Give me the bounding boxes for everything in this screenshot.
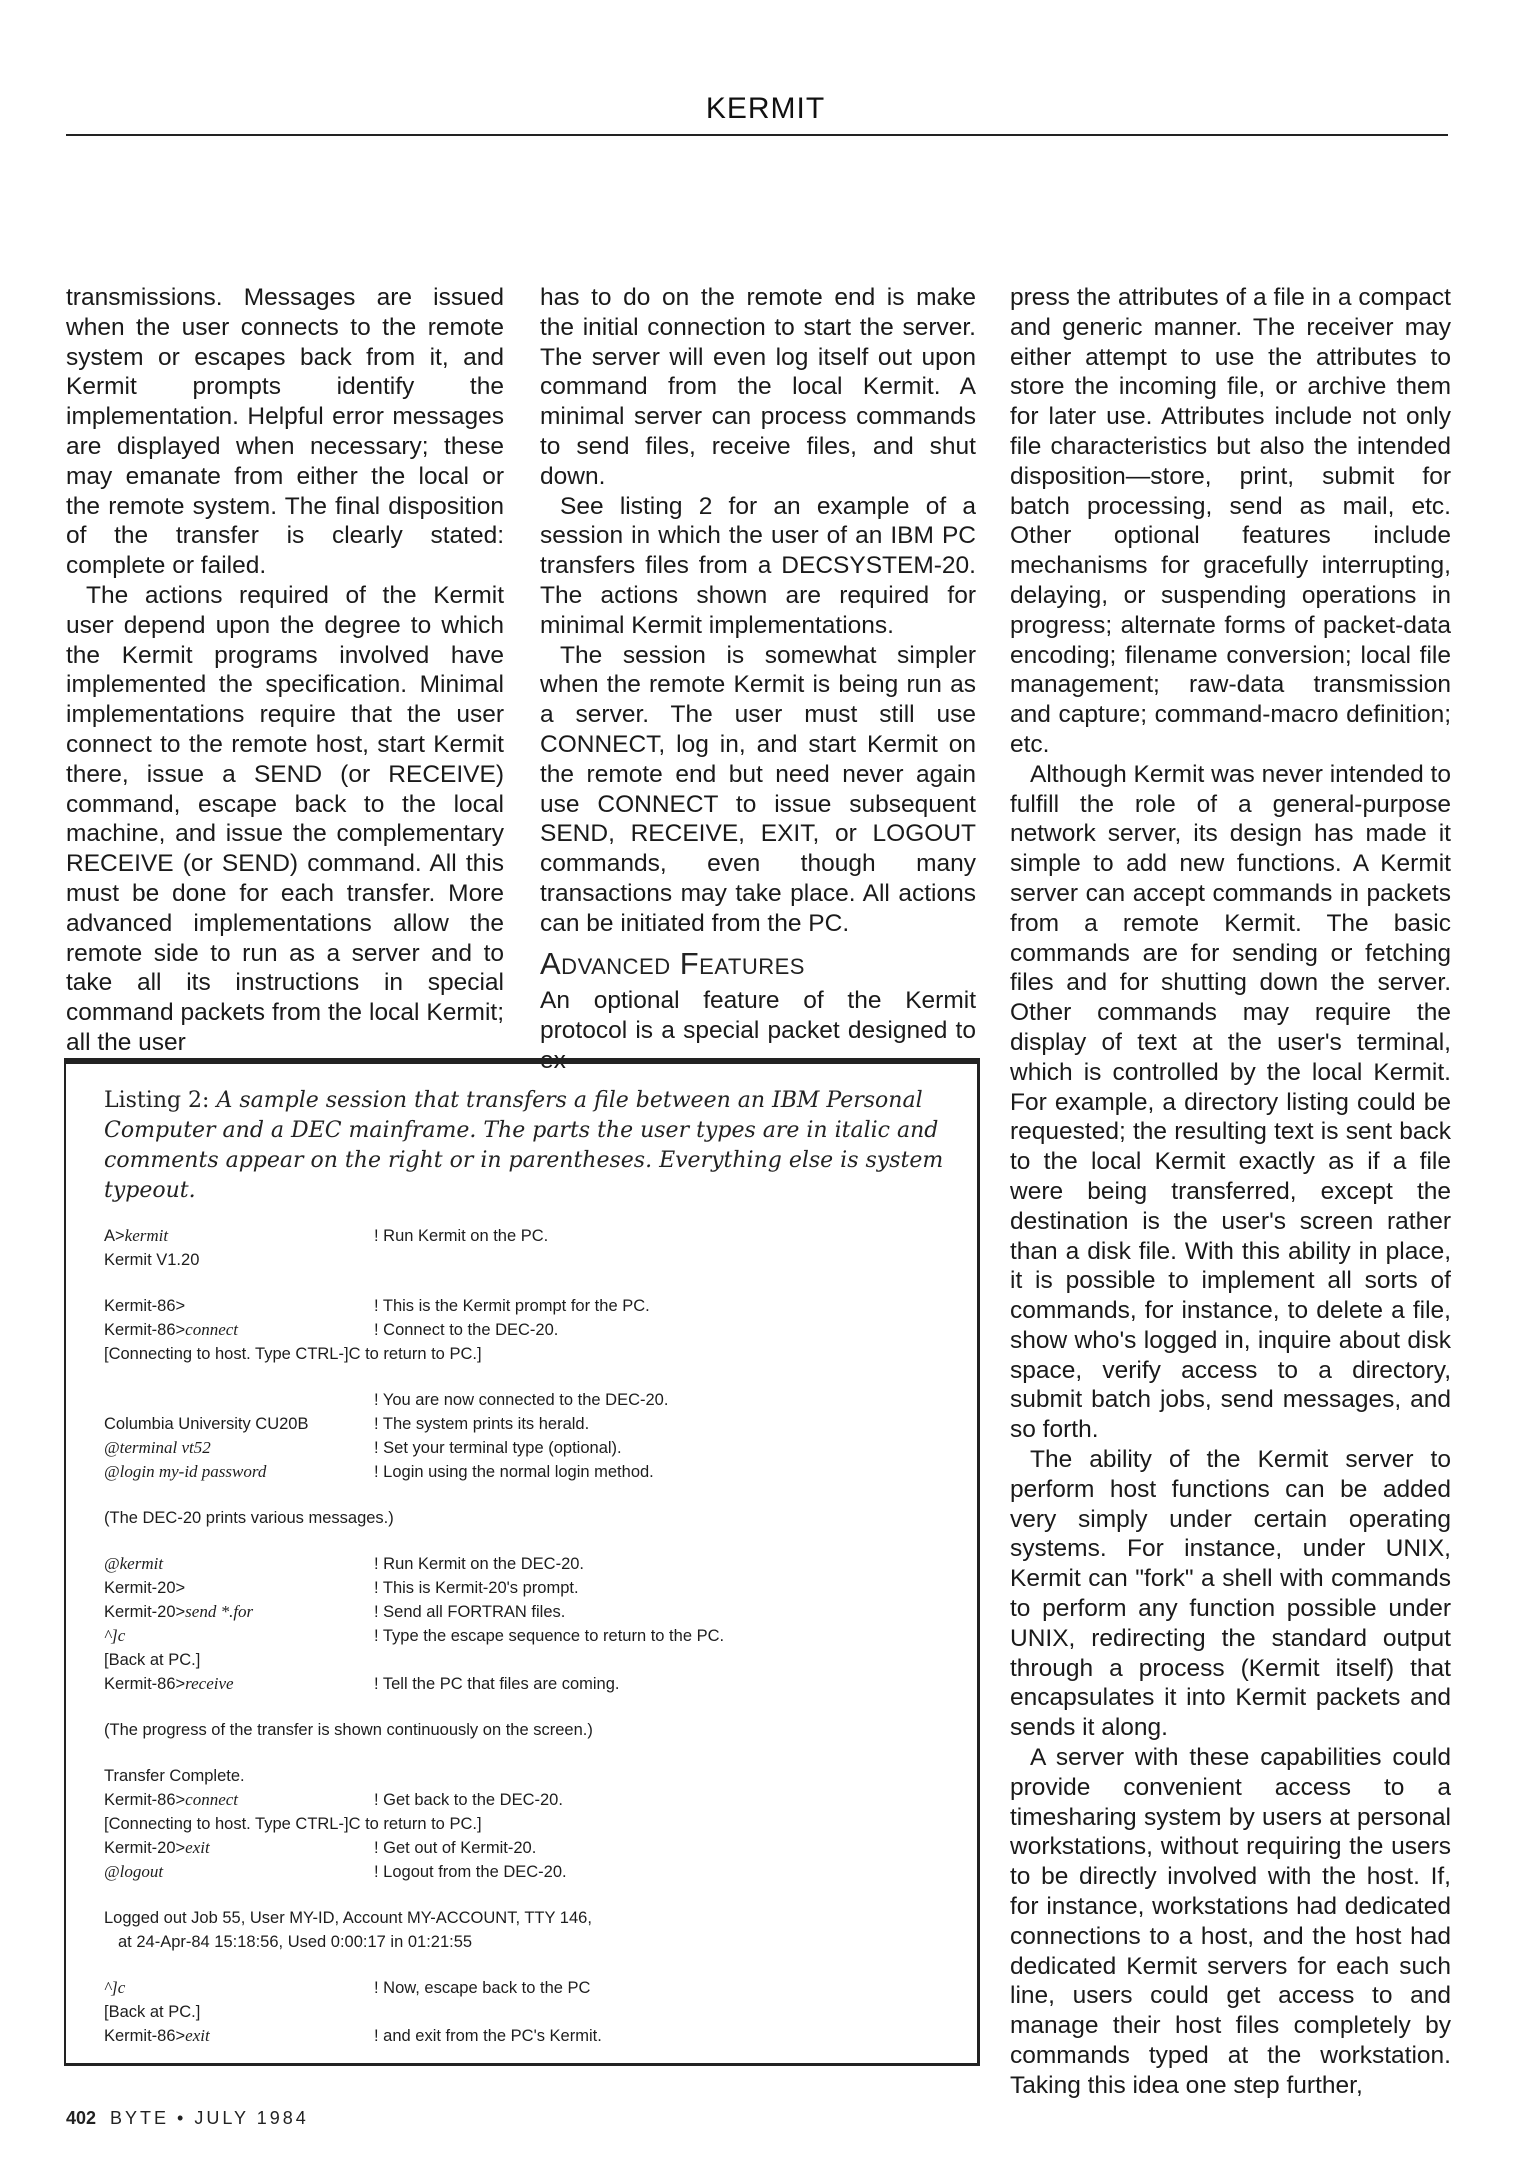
- listing-user-input: connect: [185, 1320, 239, 1339]
- listing-caption-label: Listing 2:: [104, 1088, 210, 1113]
- listing-prompt: Kermit-86>: [104, 1297, 186, 1315]
- listing-line: [104, 1388, 953, 1412]
- col2-paragraph: has to do on the remote end is make the initial connection to start the server. The server will even log itself out upon command from the local Kermit. A minimal server can process commands to send files, receive files, and shut down.: [540, 284, 976, 490]
- listing-comment: ! This is Kermit-20's prompt.: [374, 1579, 579, 1597]
- page-footer: [66, 2108, 309, 2129]
- listing-user-input: receive: [185, 1674, 234, 1693]
- listing-comment: ! Connect to the DEC-20.: [374, 1321, 559, 1339]
- listing-line: [104, 1460, 953, 1484]
- listing-line: [104, 1224, 953, 1248]
- listing-output: Kermit-20>: [104, 1579, 186, 1597]
- running-header: KERMIT: [705, 92, 826, 125]
- listing-user-input: kermit: [124, 1226, 169, 1245]
- listing-output: Columbia University CU20B: [104, 1415, 309, 1433]
- listing-output: [Back at PC.]: [104, 2003, 201, 2021]
- listing-line: [104, 2000, 953, 2024]
- col2-paragraph: See listing 2 for an example of a session in which the user of an IBM PC transfers files from a DECSYSTEM-20. The actions shown are required for minimal Kermit implementations.: [540, 492, 976, 639]
- listing-line: [104, 1436, 953, 1460]
- listing-comment: ! Set your terminal type (optional).: [374, 1439, 622, 1457]
- listing-comment: ! Get out of Kermit-20.: [374, 1839, 537, 1857]
- listing-line: [104, 1318, 953, 1342]
- listing-comment: ! You are now connected to the DEC-20.: [374, 1391, 669, 1409]
- listing-line: [104, 1600, 953, 1624]
- col3-paragraph: A server with these capabilities could provide convenient access to a timesharing system by users at personal workstations, without requiring the users to be directly involved with the host. If, for instance, workstations had dedicated connections to a host, and the host had dedicated Kermit servers for each such line, users could get access to and manage their host files completely by commands typed at the workstation. Taking this idea one step further,: [1010, 1744, 1451, 2099]
- listing-comment: ! Run Kermit on the PC.: [374, 1227, 549, 1245]
- col3-paragraph: The ability of the Kermit server to perform host functions can be added very simply under certain operating systems. For instance, under UNIX, Kermit can "fork" a shell with commands to perform any function possible under UNIX, redirecting the standard output through a process (Kermit itself) that encapsulates it into Kermit packets and sends it along.: [1010, 1446, 1451, 1742]
- listing-user-input: @kermit: [104, 1554, 164, 1573]
- listing-caption-body: A sample session that transfers a file between an IBM Personal Computer and a DEC mainframe. The parts the user types are in italic and comments appear on the right or in parentheses. Everything else is system typeout.: [104, 1088, 944, 1203]
- col1-paragraph: The actions required of the Kermit user depend upon the degree to which the Kermit programs involved have implemented the specification. Minimal implementations require that the user connect to the remote host, start Kermit there, issue a SEND (or RECEIVE) command, escape back to the local machine, and issue the complementary RECEIVE (or SEND) command. All this must be done for each transfer. More advanced implementations allow the remote side to run as a server and to take all its instructions in special command packets from the local Kermit; all the user: [66, 581, 504, 1056]
- listing-prompt: Kermit-86>: [104, 1675, 186, 1693]
- listing-2-box: [64, 1058, 980, 2066]
- listing-prompt: Kermit-86>: [104, 1321, 186, 1339]
- column-1: [66, 283, 504, 1058]
- listing-comment: ! Get back to the DEC-20.: [374, 1791, 563, 1809]
- listing-line: [104, 1860, 953, 1884]
- listing-comment: ! Tell the PC that files are coming.: [374, 1675, 620, 1693]
- listing-line: [104, 1976, 953, 2000]
- listing-line: [104, 1672, 953, 1696]
- listing-line: [104, 1836, 953, 1860]
- listing-user-input: ^]c: [104, 1626, 126, 1645]
- listing-comment: ! Send all FORTRAN files.: [374, 1603, 566, 1621]
- listing-comment: ! Run Kermit on the DEC-20.: [374, 1555, 585, 1573]
- column-3: [1010, 283, 1451, 2101]
- listing-line: [104, 1294, 953, 1318]
- listing-prompt: Kermit-86>: [104, 2027, 186, 2045]
- listing-line: [104, 1576, 953, 1600]
- listing-output: (The DEC-20 prints various messages.): [104, 1509, 394, 1527]
- listing-line: [104, 1552, 953, 1576]
- listing-user-input: send *.for: [185, 1602, 254, 1621]
- listing-user-input: exit: [185, 1838, 210, 1857]
- listing-prompt: Kermit-86>: [104, 1791, 186, 1809]
- listing-output: [Connecting to host. Type CTRL-]C to return to PC.]: [104, 1345, 482, 1363]
- listing-line: [104, 1648, 953, 1672]
- listing-line: [104, 1248, 953, 1272]
- listing-line: [104, 1506, 953, 1530]
- listing-comment: ! Logout from the DEC-20.: [374, 1863, 567, 1881]
- listing-line: [104, 1764, 953, 1788]
- listing-comment: ! and exit from the PC's Kermit.: [374, 2027, 602, 2045]
- listing-output: [Back at PC.]: [104, 1651, 201, 1669]
- col3-paragraph: press the attributes of a file in a compact and generic manner. The receiver may either attempt to use the attributes to store the incoming file, or archive them for later use. Attributes include not only file characteristics but also the intended disposition—store, print, submit for batch processing, send as mail, etc. Other optional features include mechanisms for gracefully interrupting, delaying, or suspending operations in progress; alternate forms of packet-data encoding; filename conversion; local file management; raw-data transmission and capture; command-macro definition; etc.: [1010, 284, 1451, 758]
- listing-comment: ! Login using the normal login method.: [374, 1463, 654, 1481]
- listing-line: [104, 1788, 953, 1812]
- header-rule: [66, 134, 1448, 136]
- col2-paragraph: The session is somewhat simpler when the remote Kermit is being run as a server. The user must still use CONNECT, log in, and start Kermit on the remote end but need never again use CONNECT to issue subsequent SEND, RECEIVE, EXIT, or LOGOUT commands, even though many transactions may take place. All actions can be initiated from the PC.: [540, 641, 976, 937]
- col1-paragraph: transmissions. Messages are issued when the user connects to the remote system or escapes back from it, and Kermit prompts identify the implementation. Helpful error messages are displayed when necessary; these may emanate from either the local or the remote system. The final disposition of the transfer is clearly stated: complete or failed.: [66, 284, 504, 580]
- listing-caption: [104, 1086, 953, 1206]
- listing-line: [104, 1342, 953, 1366]
- listing-user-input: exit: [185, 2026, 210, 2045]
- listing-comment: ! This is the Kermit prompt for the PC.: [374, 1297, 650, 1315]
- listing-output: [Connecting to host. Type CTRL-]C to return to PC.]: [104, 1815, 482, 1833]
- listing-output: Logged out Job 55, User MY-ID, Account MY-ACCOUNT, TTY 146,: [104, 1909, 592, 1927]
- page-number: 402: [66, 2108, 97, 2128]
- listing-prompt: A>: [104, 1227, 125, 1245]
- listing-user-input: ^]c: [104, 1978, 126, 1997]
- footer-publication: BYTE • JULY 1984: [110, 2108, 309, 2128]
- listing-line: [104, 1906, 953, 1930]
- listing-user-input: @logout: [104, 1862, 164, 1881]
- listing-output: (The progress of the transfer is shown continuously on the screen.): [104, 1721, 593, 1739]
- listing-line: [104, 2024, 953, 2048]
- listing-user-input: connect: [185, 1790, 239, 1809]
- listing-user-input: @terminal vt52: [104, 1438, 211, 1457]
- listing-prompt: Kermit-20>: [104, 1839, 186, 1857]
- listing-line: [104, 1718, 953, 1742]
- listing-output: Kermit V1.20: [104, 1251, 200, 1269]
- listing-line: [104, 1812, 953, 1836]
- section-heading: Advanced Features: [540, 945, 805, 981]
- listing-prompt: Kermit-20>: [104, 1603, 186, 1621]
- listing-comment: ! The system prints its herald.: [374, 1415, 590, 1433]
- listing-output: Transfer Complete.: [104, 1767, 245, 1785]
- col2-paragraph: An optional feature of the Kermit protocol is a special packet designed to ex-: [540, 987, 976, 1074]
- listing-comment: ! Type the escape sequence to return to the PC.: [374, 1627, 725, 1645]
- listing-line: [104, 1624, 953, 1648]
- listing-line: [104, 1930, 953, 1954]
- column-2: [540, 283, 976, 1076]
- listing-output: at 24-Apr-84 15:18:56, Used 0:00:17 in 01:21:55: [118, 1933, 473, 1951]
- listing-line: [104, 1412, 953, 1436]
- listing-comment: ! Now, escape back to the PC: [374, 1979, 591, 1997]
- col3-paragraph: Although Kermit was never intended to fulfill the role of a general-purpose network server, its design has made it simple to add new functions. A Kermit server can accept commands in packets from a remote Kermit. The basic commands are for sending or fetching files and for shutting down the server. Other commands may require the display of text at the user's terminal, which is controlled by the local Kermit. For example, a directory listing could be requested; the resulting text is sent back to the local Kermit exactly as if a file were being transferred, except the destination is the user's screen rather than a disk file. With this ability in place, it is possible to implement all sorts of commands, for instance, to delete a file, show who's logged in, inquire about disk space, verify access to a directory, submit batch jobs, send messages, and so forth.: [1010, 760, 1451, 1444]
- listing-user-input: @login my-id password: [104, 1462, 267, 1481]
